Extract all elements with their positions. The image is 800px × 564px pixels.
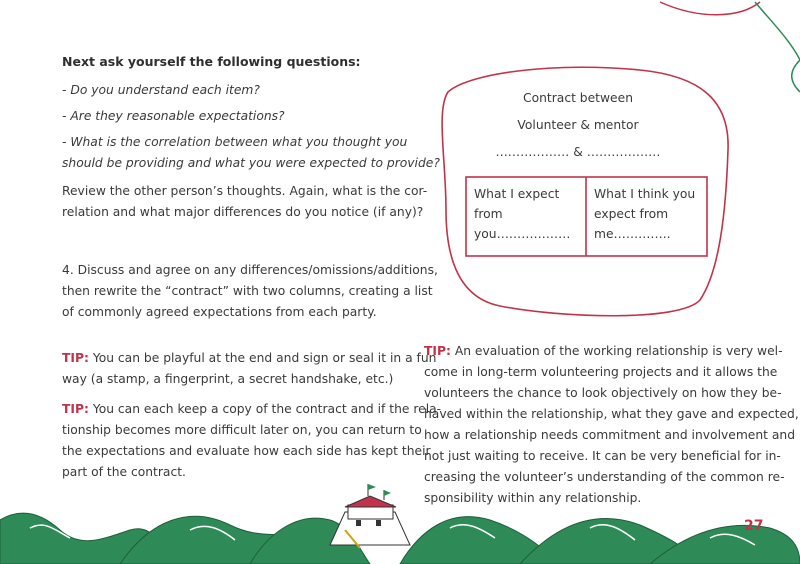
col2-line1: What I think you xyxy=(594,187,696,201)
right-tip-line4: haved within the relationship, what they gave and expected, xyxy=(424,407,799,421)
tip2-label: TIP: xyxy=(62,402,89,416)
review-line1: Review the other person’s thoughts. Again, what is the cor- xyxy=(62,184,428,198)
right-tip-line8: sponsibility within any relationship. xyxy=(424,491,642,505)
castle-icon xyxy=(330,484,410,548)
tip2-line4: part of the contract. xyxy=(62,465,186,479)
contract-title: Contract between xyxy=(523,91,633,105)
col1-line3: you……………… xyxy=(474,227,571,241)
col2-line2: expect from xyxy=(594,207,669,221)
col1-line1: What I expect xyxy=(474,187,560,201)
col2-line3: me………….. xyxy=(594,227,671,241)
tip2-line2: tionship becomes more difficult later on, you can return to xyxy=(62,423,422,437)
right-tip-line6: not just waiting to receive. It can be very beneficial for in- xyxy=(424,449,781,463)
right-tip-line3: volunteers the chance to look objectively on how they be- xyxy=(424,386,782,400)
right-tip-text: An evaluation of the working relationship is very wel- xyxy=(450,344,783,358)
section-heading: Next ask yourself the following questions: xyxy=(62,54,361,69)
page-number: 27 xyxy=(744,518,764,534)
right-tip-line7: creasing the volunteer’s understanding of the common re- xyxy=(424,470,785,484)
question-3-line1: - What is the correlation between what you thought you xyxy=(62,135,408,149)
right-tip-line2: come in long-term volunteering projects and it allows the xyxy=(424,365,778,379)
question-2: - Are they reasonable expectations? xyxy=(62,109,285,123)
tip1-line2: way (a stamp, a fingerprint, a secret handshake, etc.) xyxy=(62,372,394,386)
tip2-line3: the expectations and evaluate how each side has kept their xyxy=(62,444,431,458)
tip1-text: You can be playful at the end and sign or seal it in a fun xyxy=(88,351,437,365)
tip2-text: You can each keep a copy of the contract and if the rela- xyxy=(88,402,442,416)
right-tip-label: TIP: xyxy=(424,344,451,358)
contract-parties: Volunteer & mentor xyxy=(517,118,639,132)
contract-signature-line: ……………… & ……………… xyxy=(495,145,661,159)
question-1: - Do you understand each item? xyxy=(62,83,260,97)
col1-line2: from xyxy=(474,207,503,221)
question-3-line2: should be providing and what you were expected to provide? xyxy=(62,156,440,170)
step4-line3: of commonly agreed expectations from each party. xyxy=(62,305,377,319)
review-line2: relation and what major differences do you notice (if any)? xyxy=(62,205,424,219)
step4-line1: 4. Discuss and agree on any differences/omissions/additions, xyxy=(62,263,438,277)
tip1-label: TIP: xyxy=(62,351,89,365)
step4-line2: then rewrite the “contract” with two columns, creating a list xyxy=(62,284,433,298)
right-tip-line5: how a relationship needs commitment and involvement and xyxy=(424,428,796,442)
